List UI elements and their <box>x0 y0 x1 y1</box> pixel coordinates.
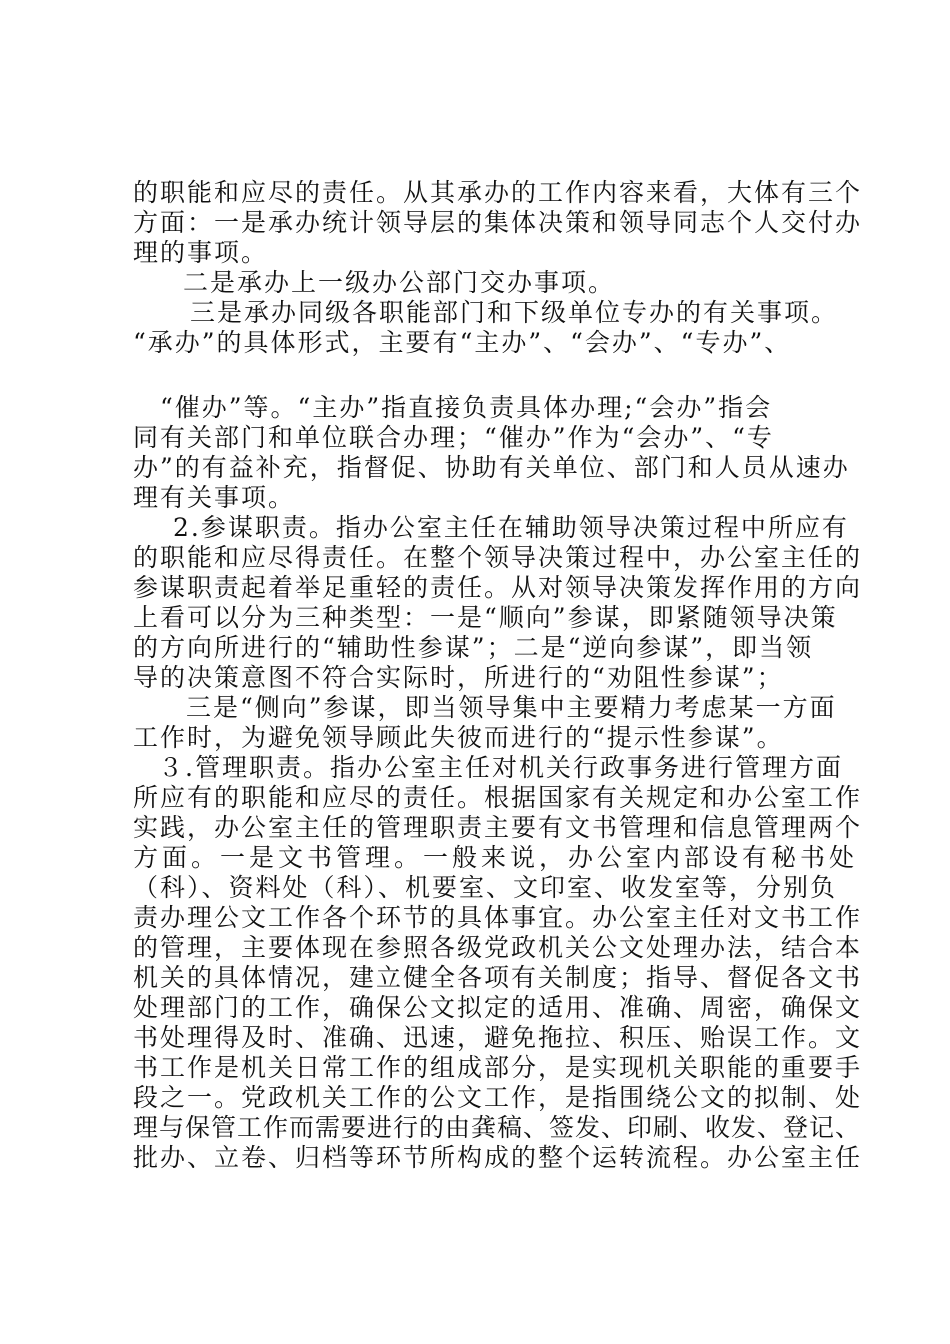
text-line: 方面。一是文书管理。一般来说，办公室内部设有秘书处 <box>133 843 859 872</box>
text-line: 工作时，为避免领导顾此失彼而进行的“提示性参谋”。 <box>133 723 784 752</box>
text-line: 理有关事项。 <box>133 483 296 512</box>
text-line: 2.参谋职责。指办公室主任在辅助领导决策过程中所应有 <box>173 513 849 542</box>
text-line: 上看可以分为三种类型：一是“顺向”参谋，即紧随领导决策 <box>133 603 838 632</box>
text-line: 的职能和应尽的责任。从其承办的工作内容来看，大体有三个 <box>133 178 863 207</box>
text-line: 导的决策意图不符合实际时，所进行的“劝阻性参谋”； <box>133 663 784 692</box>
text-line: 二是承办上一级办公部门交办事项。 <box>183 268 616 297</box>
text-line: 所应有的职能和应尽的责任。根据国家有关规定和办公室工作 <box>133 783 863 812</box>
text-line: 理的事项。 <box>133 238 269 267</box>
text-line: 的方向所进行的“辅助性参谋”；二是“逆向参谋”，即当领 <box>133 633 814 662</box>
text-line: 办”的有益补充，指督促、协助有关单位、部门和人员从速办 <box>133 453 850 482</box>
text-line: 批办、立卷、归档等环节所构成的整个运转流程。办公室主任 <box>133 1143 863 1172</box>
text-line: ３.管理职责。指办公室主任对机关行政事务进行管理方面 <box>158 753 843 782</box>
text-line: 参谋职责起着举足重轻的责任。从对领导决策发挥作用的方向 <box>133 573 863 602</box>
text-line: 处理部门的工作，确保公文拟定的适用、准确、周密，确保文 <box>133 993 863 1022</box>
text-line: 方面：一是承办统计领导层的集体决策和领导同志个人交付办 <box>133 208 863 237</box>
text-line: （科）、资料处（科）、机要室、文印室、收发室等，分别负 <box>133 873 838 902</box>
text-line: 理与保管工作而需要进行的由龚稿、签发、印刷、收发、登记、 <box>133 1113 862 1142</box>
text-line: 的管理，主要体现在参照各级党政机关公文处理办法，结合本 <box>133 933 863 962</box>
text-line: “催办”等。“主办”指直接负责具体办理;“会办”指会 <box>160 393 773 422</box>
text-line: 书处理得及时、准确、迅速，避免拖拉、积压、贻误工作。文 <box>133 1023 863 1052</box>
text-line: 书工作是机关日常工作的组成部分，是实现机关职能的重要手 <box>133 1053 863 1082</box>
text-line: 责办理公文工作各个环节的具体事宜。办公室主任对文书工作 <box>133 903 863 932</box>
text-line: 机关的具体情况，建立健全各项有关制度；指导、督促各文书 <box>133 963 863 992</box>
text-line: 同有关部门和单位联合办理；“催办”作为“会办”、“专 <box>133 423 774 452</box>
text-line: 三是“侧向”参谋，即当领导集中主要精力考虑某一方面 <box>186 693 837 722</box>
text-line: 的职能和应尽得责任。在整个领导决策过程中，办公室主任的 <box>133 543 863 572</box>
text-line: “承办”的具体形式，主要有“主办”、“会办”、“专办”、 <box>133 328 792 357</box>
text-line: 段之一。党政机关工作的公文工作，是指围绕公文的拟制、处 <box>133 1083 863 1112</box>
text-line: 实践，办公室主任的管理职责主要有文书管理和信息管理两个 <box>133 813 863 842</box>
text-line: 三是承办同级各职能部门和下级单位专办的有关事项。 <box>190 298 839 327</box>
